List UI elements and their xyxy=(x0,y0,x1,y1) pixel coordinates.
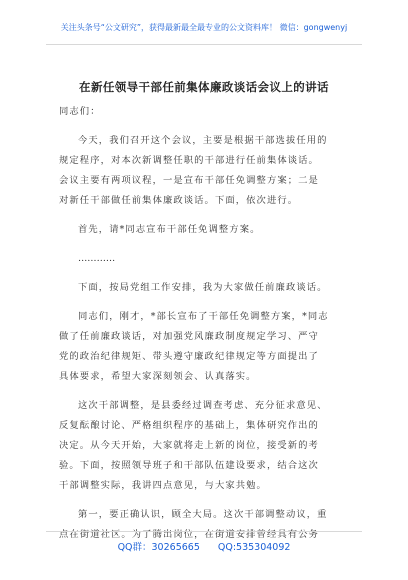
body-line: 干部调整实际，我讲四点意见，与大家共勉。 xyxy=(59,480,267,491)
page-header xyxy=(0,0,408,52)
footer-qq-group: QQ群：30265665 xyxy=(117,542,200,553)
body-line: 下面，按局党组工作安排，我为大家做任前廉政谈话。 xyxy=(78,282,328,293)
footer-qq: QQ:535304092 xyxy=(217,542,291,553)
body-line: 对新任干部做任前集体廉政谈话。下面，依次进行。 xyxy=(59,195,299,206)
body-line: 反复酝酿讨论、严格组织程序的基础上，集体研究作出的 xyxy=(59,420,319,431)
body-line: 验。下面，按照领导班子和干部队伍建设要求，结合这次 xyxy=(59,460,319,471)
body-line: 规定程序，对本次新调整任职的干部进行任前集体谈话。 xyxy=(59,155,319,166)
page-footer xyxy=(0,531,408,571)
body-line: 具体要求，希望大家深刻领会、认真落实。 xyxy=(59,371,257,382)
body-line: 点在街道社区。为了腾出岗位，在街道安排曾经具有公务 xyxy=(59,529,319,540)
ellipsis-line: ………… xyxy=(78,253,116,264)
body-line: 决定。从今天开始，大家就将走上新的岗位，接受新的考 xyxy=(59,440,319,451)
body-line: 首先，请*同志宣布干部任免调整方案。 xyxy=(78,224,261,235)
salutation: 同志们： xyxy=(59,106,101,117)
body-line: 同志们，刚才，*部长宣布了干部任免调整方案，*同志 xyxy=(78,311,329,322)
body-line: 党的政治纪律规矩、带头遵守廉政纪律规定等方面提出了 xyxy=(59,351,319,362)
document-title: 在新任领导干部任前集体廉政谈话会议上的讲话 xyxy=(79,80,329,94)
footer-divider xyxy=(46,531,362,532)
footer-contact xyxy=(0,539,408,553)
header-promo-text: 关注头条号“公文研究”，获得最新最全最专业的公文资料库！ 微信：gongwenyj xyxy=(60,23,348,32)
header-divider xyxy=(46,44,362,45)
body-line: 第一，要正确认识，顾全大局。这次干部调整动议，重 xyxy=(78,509,328,520)
body-line: 会议主要有两项议程，一是宣布干部任免调整方案；二是 xyxy=(59,175,319,186)
body-line: 这次干部调整，是县委经过调查考虑、充分征求意见、 xyxy=(78,400,328,411)
body-line: 今天，我们召开这个会议，主要是根据干部选拔任用的 xyxy=(78,135,328,146)
body-line: 做了任前廉政谈话，对加强党风廉政制度规定学习、严守 xyxy=(59,331,319,342)
